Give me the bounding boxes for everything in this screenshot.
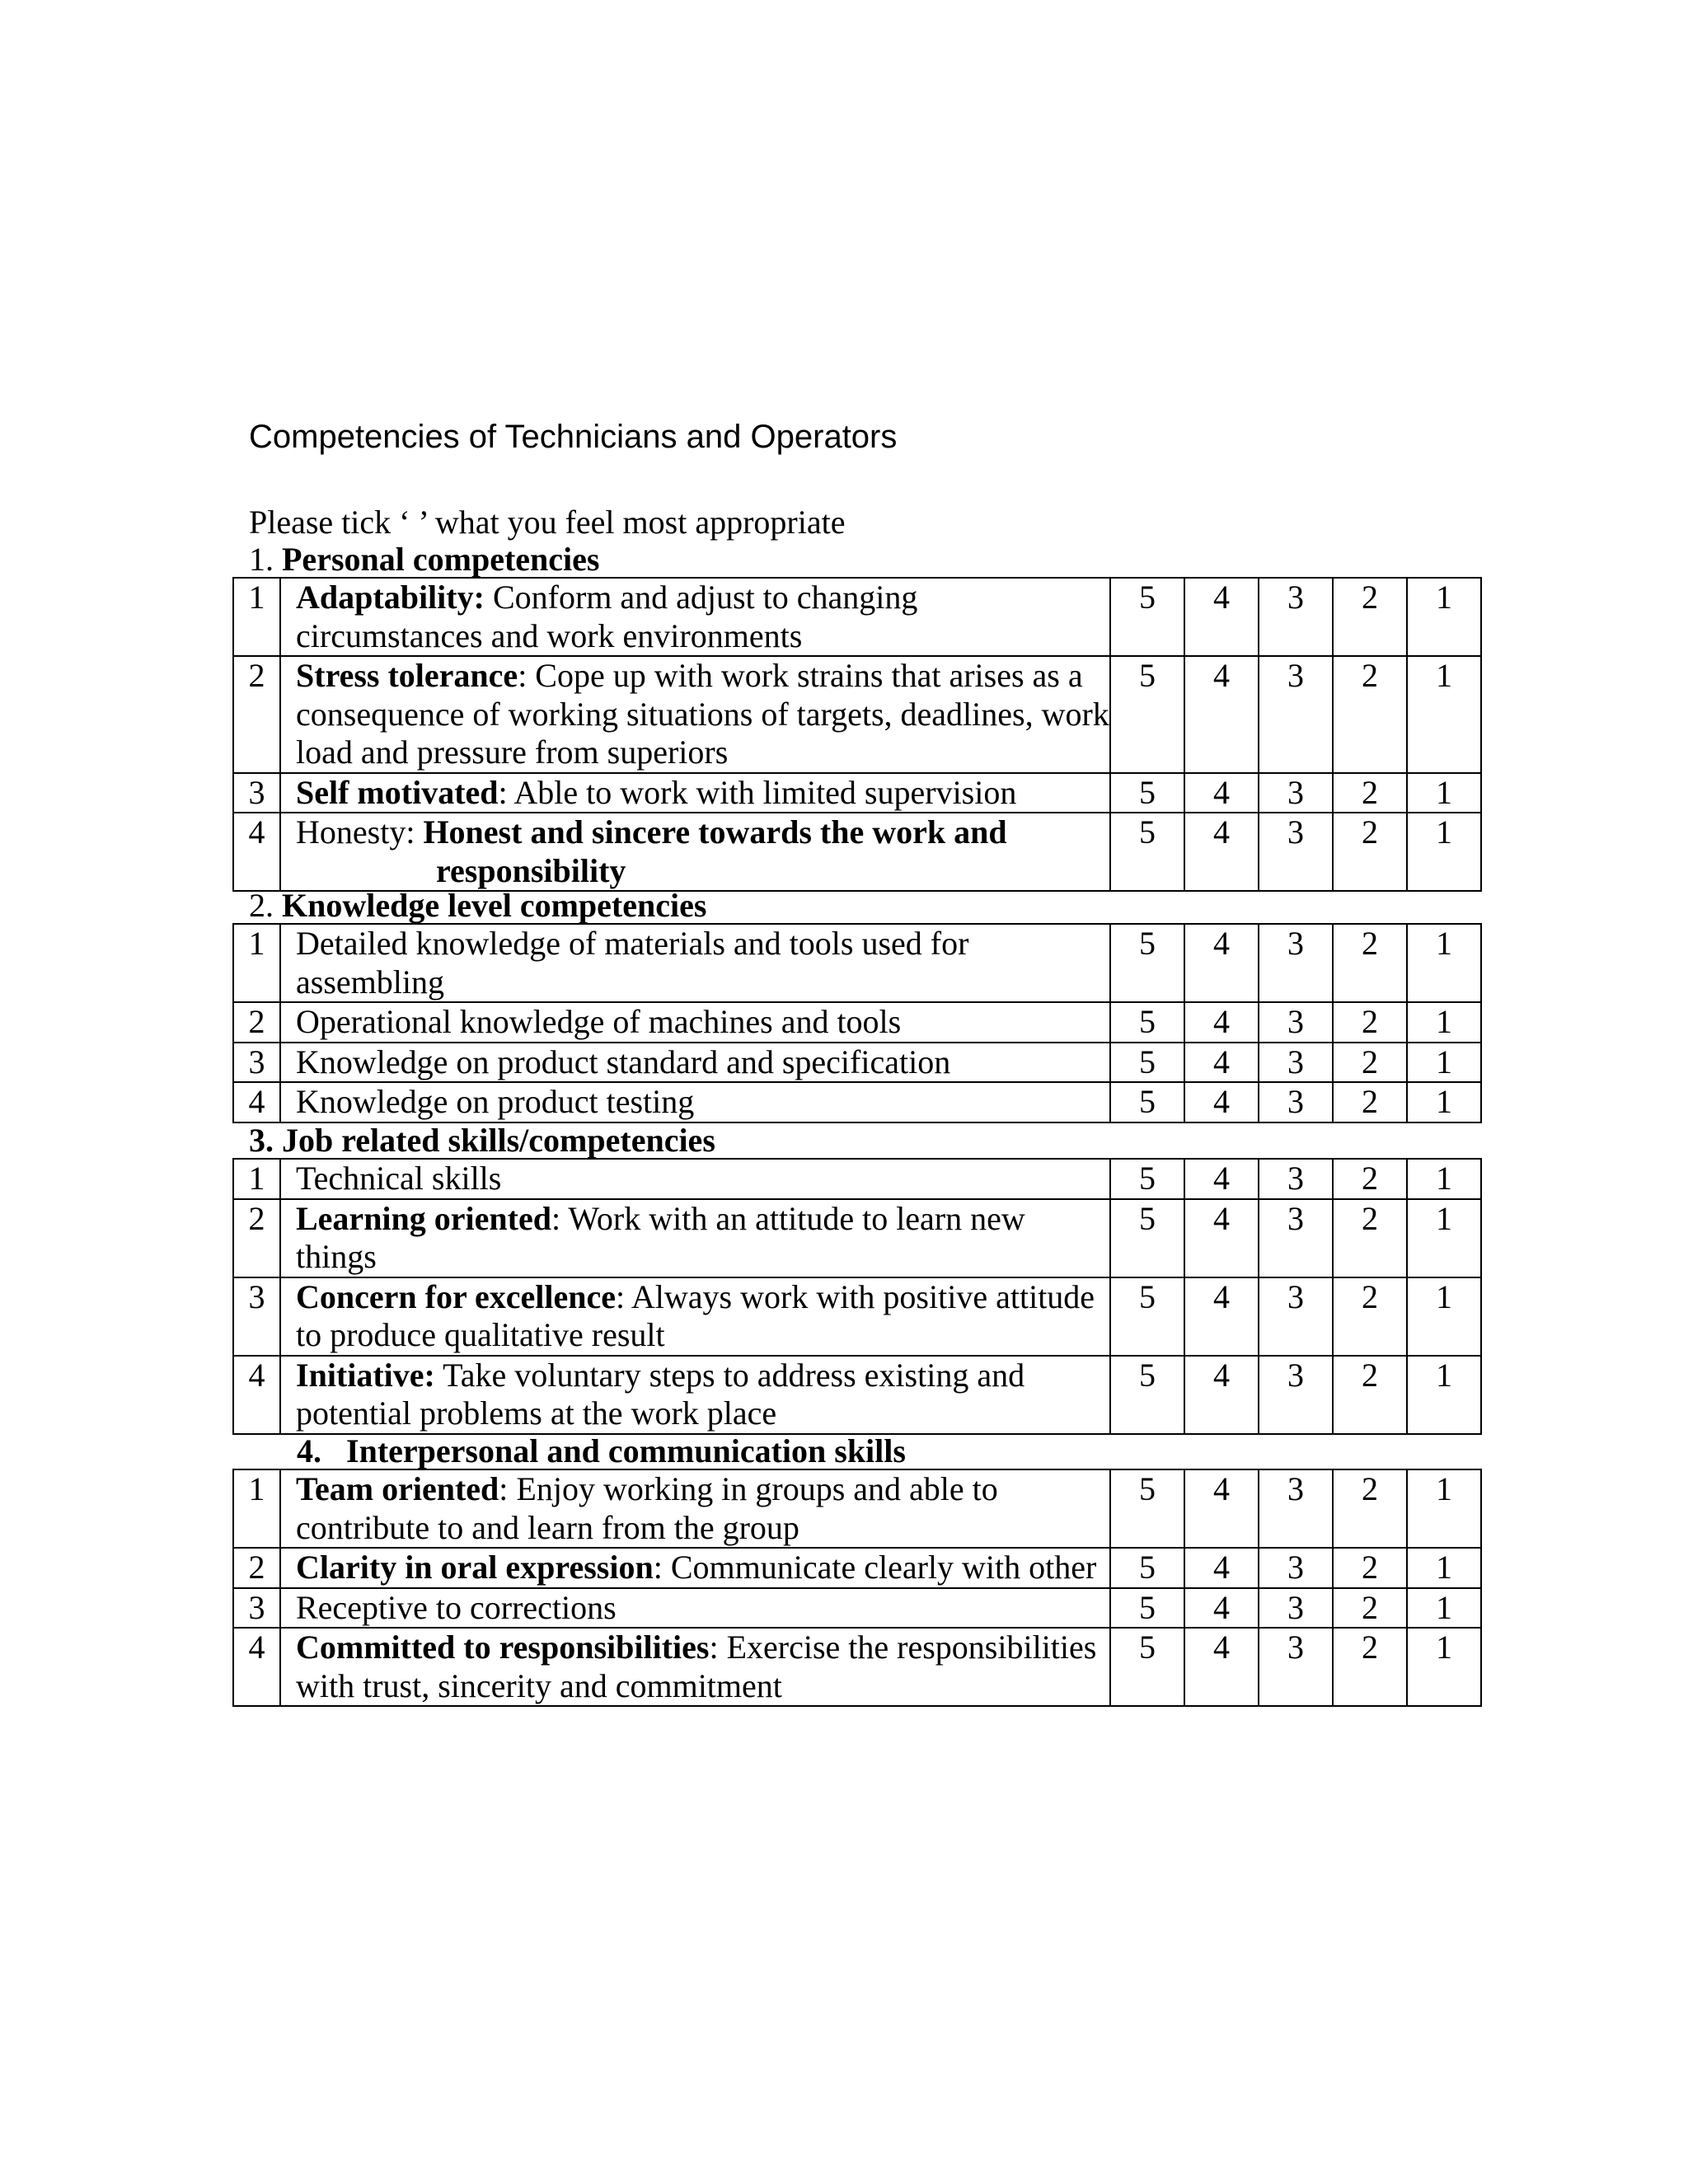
rating-4[interactable]: 4: [1184, 1199, 1259, 1277]
competency-lead: Honesty:: [296, 813, 424, 851]
rating-5[interactable]: 5: [1110, 1588, 1184, 1629]
section-title: . Job related skills/competencies: [265, 1122, 715, 1159]
competency-term: Stress tolerance: [296, 657, 518, 694]
section-table-job-skills: [232, 1158, 1482, 1435]
competency-description: [280, 773, 1110, 813]
row-number: 3: [233, 1588, 280, 1629]
row-number: 2: [233, 656, 280, 773]
table-row: [233, 1002, 1481, 1043]
rating-3[interactable]: 3: [1259, 1356, 1333, 1434]
instruction-text: Please tick ‘ ’ what you feel most appropriate: [249, 504, 846, 541]
rating-5[interactable]: 5: [1110, 1043, 1184, 1083]
rating-4[interactable]: 4: [1184, 1588, 1259, 1629]
table-row: [233, 924, 1481, 1002]
competency-description: [280, 1628, 1110, 1706]
rating-1[interactable]: 1: [1407, 1082, 1481, 1122]
rating-3[interactable]: 3: [1259, 924, 1333, 1002]
table-row: [233, 1043, 1481, 1083]
section-number: 1.: [249, 541, 274, 578]
row-number: 4: [233, 1628, 280, 1706]
rating-5[interactable]: 5: [1110, 1548, 1184, 1588]
row-number: 3: [233, 773, 280, 813]
row-number: 1: [233, 1159, 280, 1199]
row-number: 2: [233, 1199, 280, 1277]
rating-4[interactable]: 4: [1184, 1043, 1259, 1083]
competency-description: [280, 1469, 1110, 1548]
table-row: [233, 1277, 1481, 1356]
page-title: Competencies of Technicians and Operators: [249, 419, 898, 455]
section-heading: [249, 541, 599, 579]
competency-description: [280, 1199, 1110, 1277]
row-number: 4: [233, 813, 280, 891]
competency-term-continued: responsibility: [436, 851, 626, 889]
rating-5[interactable]: 5: [1110, 1469, 1184, 1548]
competency-text: : Always work with positive attitude to produce qualitative result: [296, 1277, 1095, 1353]
competency-description: [280, 1356, 1110, 1434]
rating-4[interactable]: 4: [1184, 813, 1259, 891]
competency-description: [280, 578, 1110, 656]
rating-2[interactable]: 2: [1333, 1548, 1407, 1588]
rating-3[interactable]: 3: [1259, 578, 1333, 656]
competency-text: Conform and adjust to changing circumstances and work environments: [296, 579, 918, 654]
row-number: 4: [233, 1356, 280, 1434]
rating-3[interactable]: 3: [1259, 773, 1333, 813]
rating-2[interactable]: 2: [1333, 1469, 1407, 1548]
rating-2[interactable]: 2: [1333, 1628, 1407, 1706]
row-number: 2: [233, 1548, 280, 1588]
row-number: 1: [233, 578, 280, 656]
section-heading: [297, 1432, 906, 1470]
rating-3[interactable]: 3: [1259, 813, 1333, 891]
table-row: [233, 1588, 1481, 1629]
rating-3[interactable]: 3: [1259, 1199, 1333, 1277]
competency-description: [280, 656, 1110, 773]
competency-description: Operational knowledge of machines and tools: [280, 1002, 1110, 1043]
rating-3[interactable]: 3: [1259, 1159, 1333, 1199]
rating-2[interactable]: 2: [1333, 773, 1407, 813]
rating-3[interactable]: 3: [1259, 1082, 1333, 1122]
rating-5[interactable]: 5: [1110, 656, 1184, 773]
rating-1[interactable]: 1: [1407, 1159, 1481, 1199]
rating-1[interactable]: 1: [1407, 1199, 1481, 1277]
section-title: Knowledge level competencies: [282, 887, 707, 924]
rating-2[interactable]: 2: [1333, 1588, 1407, 1629]
rating-5[interactable]: 5: [1110, 773, 1184, 813]
rating-4[interactable]: 4: [1184, 1356, 1259, 1434]
competency-text: : Enjoy working in groups and able to contribute to and learn from the group: [296, 1470, 998, 1546]
section-number: 3: [249, 1122, 265, 1159]
rating-4[interactable]: 4: [1184, 578, 1259, 656]
rating-1[interactable]: 1: [1407, 578, 1481, 656]
rating-5[interactable]: 5: [1110, 924, 1184, 1002]
competency-description: Receptive to corrections: [280, 1588, 1110, 1629]
rating-2[interactable]: 2: [1333, 656, 1407, 773]
rating-5[interactable]: 5: [1110, 1356, 1184, 1434]
table-row: [233, 773, 1481, 813]
competency-term: Clarity in oral expression: [296, 1549, 654, 1586]
competency-description: [280, 1277, 1110, 1356]
row-number: 3: [233, 1277, 280, 1356]
rating-1[interactable]: 1: [1407, 773, 1481, 813]
competency-term: Concern for excellence: [296, 1277, 616, 1315]
rating-2[interactable]: 2: [1333, 1159, 1407, 1199]
rating-2[interactable]: 2: [1333, 1002, 1407, 1043]
table-row: [233, 1356, 1481, 1434]
rating-2[interactable]: 2: [1333, 1199, 1407, 1277]
rating-4[interactable]: 4: [1184, 1469, 1259, 1548]
rating-5[interactable]: 5: [1110, 578, 1184, 656]
row-number: 3: [233, 1043, 280, 1083]
competency-term: Learning oriented: [296, 1199, 551, 1237]
rating-5[interactable]: 5: [1110, 1199, 1184, 1277]
rating-5[interactable]: 5: [1110, 813, 1184, 891]
section-table-knowledge: [232, 923, 1482, 1123]
rating-2[interactable]: 2: [1333, 1082, 1407, 1122]
rating-3[interactable]: 3: [1259, 1548, 1333, 1588]
rating-1[interactable]: 1: [1407, 1628, 1481, 1706]
rating-2[interactable]: 2: [1333, 1043, 1407, 1083]
competency-term: Adaptability:: [296, 579, 485, 616]
rating-1[interactable]: 1: [1407, 1548, 1481, 1588]
table-row: [233, 1548, 1481, 1588]
table-row: [233, 1199, 1481, 1277]
competency-term: Initiative:: [296, 1356, 435, 1394]
competency-description: [280, 1548, 1110, 1588]
rating-5[interactable]: 5: [1110, 1159, 1184, 1199]
competency-term: Self motivated: [296, 773, 499, 811]
rating-3[interactable]: 3: [1259, 1043, 1333, 1083]
rating-1[interactable]: 1: [1407, 1043, 1481, 1083]
row-number: 2: [233, 1002, 280, 1043]
row-number: 1: [233, 924, 280, 1002]
rating-1[interactable]: 1: [1407, 924, 1481, 1002]
rating-3[interactable]: 3: [1259, 1588, 1333, 1629]
competency-text: : Able to work with limited supervision: [498, 773, 1017, 811]
rating-3[interactable]: 3: [1259, 1628, 1333, 1706]
rating-5[interactable]: 5: [1110, 1002, 1184, 1043]
section-table-interpersonal: [232, 1469, 1482, 1707]
rating-1[interactable]: 1: [1407, 1469, 1481, 1548]
table-row: [233, 813, 1481, 891]
competency-description: Detailed knowledge of materials and tools used for assembling: [280, 924, 1110, 1002]
section-heading: [249, 1122, 715, 1160]
competency-text: : Exercise the responsibilities with trust, sincerity and commitment: [296, 1629, 1097, 1704]
rating-2[interactable]: 2: [1333, 813, 1407, 891]
rating-3[interactable]: 3: [1259, 1469, 1333, 1548]
rating-2[interactable]: 2: [1333, 1277, 1407, 1356]
rating-1[interactable]: 1: [1407, 813, 1481, 891]
rating-1[interactable]: 1: [1407, 1588, 1481, 1629]
rating-2[interactable]: 2: [1333, 578, 1407, 656]
rating-5[interactable]: 5: [1110, 1277, 1184, 1356]
section-title: Interpersonal and communication skills: [346, 1432, 906, 1469]
section-number: 2.: [249, 887, 274, 924]
competency-text: : Communicate clearly with other: [653, 1549, 1097, 1586]
competency-description: [280, 813, 1110, 891]
rating-4[interactable]: 4: [1184, 1277, 1259, 1356]
table-row: [233, 1159, 1481, 1199]
rating-2[interactable]: 2: [1333, 1356, 1407, 1434]
competency-text: : Cope up with work strains that arises as a consequence of working situations of targets, deadlines, work load and pressure from superiors: [296, 657, 1109, 771]
rating-5[interactable]: 5: [1110, 1628, 1184, 1706]
rating-3[interactable]: 3: [1259, 1002, 1333, 1043]
rating-4[interactable]: 4: [1184, 1002, 1259, 1043]
table-row: [233, 1628, 1481, 1706]
section-number: 4.: [297, 1432, 321, 1469]
competency-description: Knowledge on product testing: [280, 1082, 1110, 1122]
table-row: [233, 578, 1481, 656]
rating-4[interactable]: 4: [1184, 1082, 1259, 1122]
rating-4[interactable]: 4: [1184, 773, 1259, 813]
rating-3[interactable]: 3: [1259, 1277, 1333, 1356]
rating-1[interactable]: 1: [1407, 1002, 1481, 1043]
rating-3[interactable]: 3: [1259, 656, 1333, 773]
rating-1[interactable]: 1: [1407, 656, 1481, 773]
table-row: [233, 656, 1481, 773]
competency-term: Team oriented: [296, 1470, 499, 1507]
competency-description: Technical skills: [280, 1159, 1110, 1199]
table-row: [233, 1082, 1481, 1122]
rating-5[interactable]: 5: [1110, 1082, 1184, 1122]
rating-1[interactable]: 1: [1407, 1356, 1481, 1434]
row-number: 4: [233, 1082, 280, 1122]
section-table-personal: [232, 577, 1482, 892]
rating-4[interactable]: 4: [1184, 1628, 1259, 1706]
competency-text: Take voluntary steps to address existing and potential problems at the work place: [296, 1356, 1025, 1432]
competency-term: Committed to responsibilities: [296, 1629, 710, 1666]
section-title: Personal competencies: [282, 541, 600, 578]
rating-4[interactable]: 4: [1184, 924, 1259, 1002]
section-heading: [249, 887, 706, 925]
rating-4[interactable]: 4: [1184, 656, 1259, 773]
competency-description: Knowledge on product standard and specification: [280, 1043, 1110, 1083]
rating-4[interactable]: 4: [1184, 1159, 1259, 1199]
row-number: 1: [233, 1469, 280, 1548]
competency-term: Honest and sincere towards the work and: [423, 813, 1007, 851]
competency-text: : Work with an attitude to learn new things: [296, 1199, 1025, 1275]
table-row: [233, 1469, 1481, 1548]
rating-4[interactable]: 4: [1184, 1548, 1259, 1588]
rating-2[interactable]: 2: [1333, 924, 1407, 1002]
rating-1[interactable]: 1: [1407, 1277, 1481, 1356]
